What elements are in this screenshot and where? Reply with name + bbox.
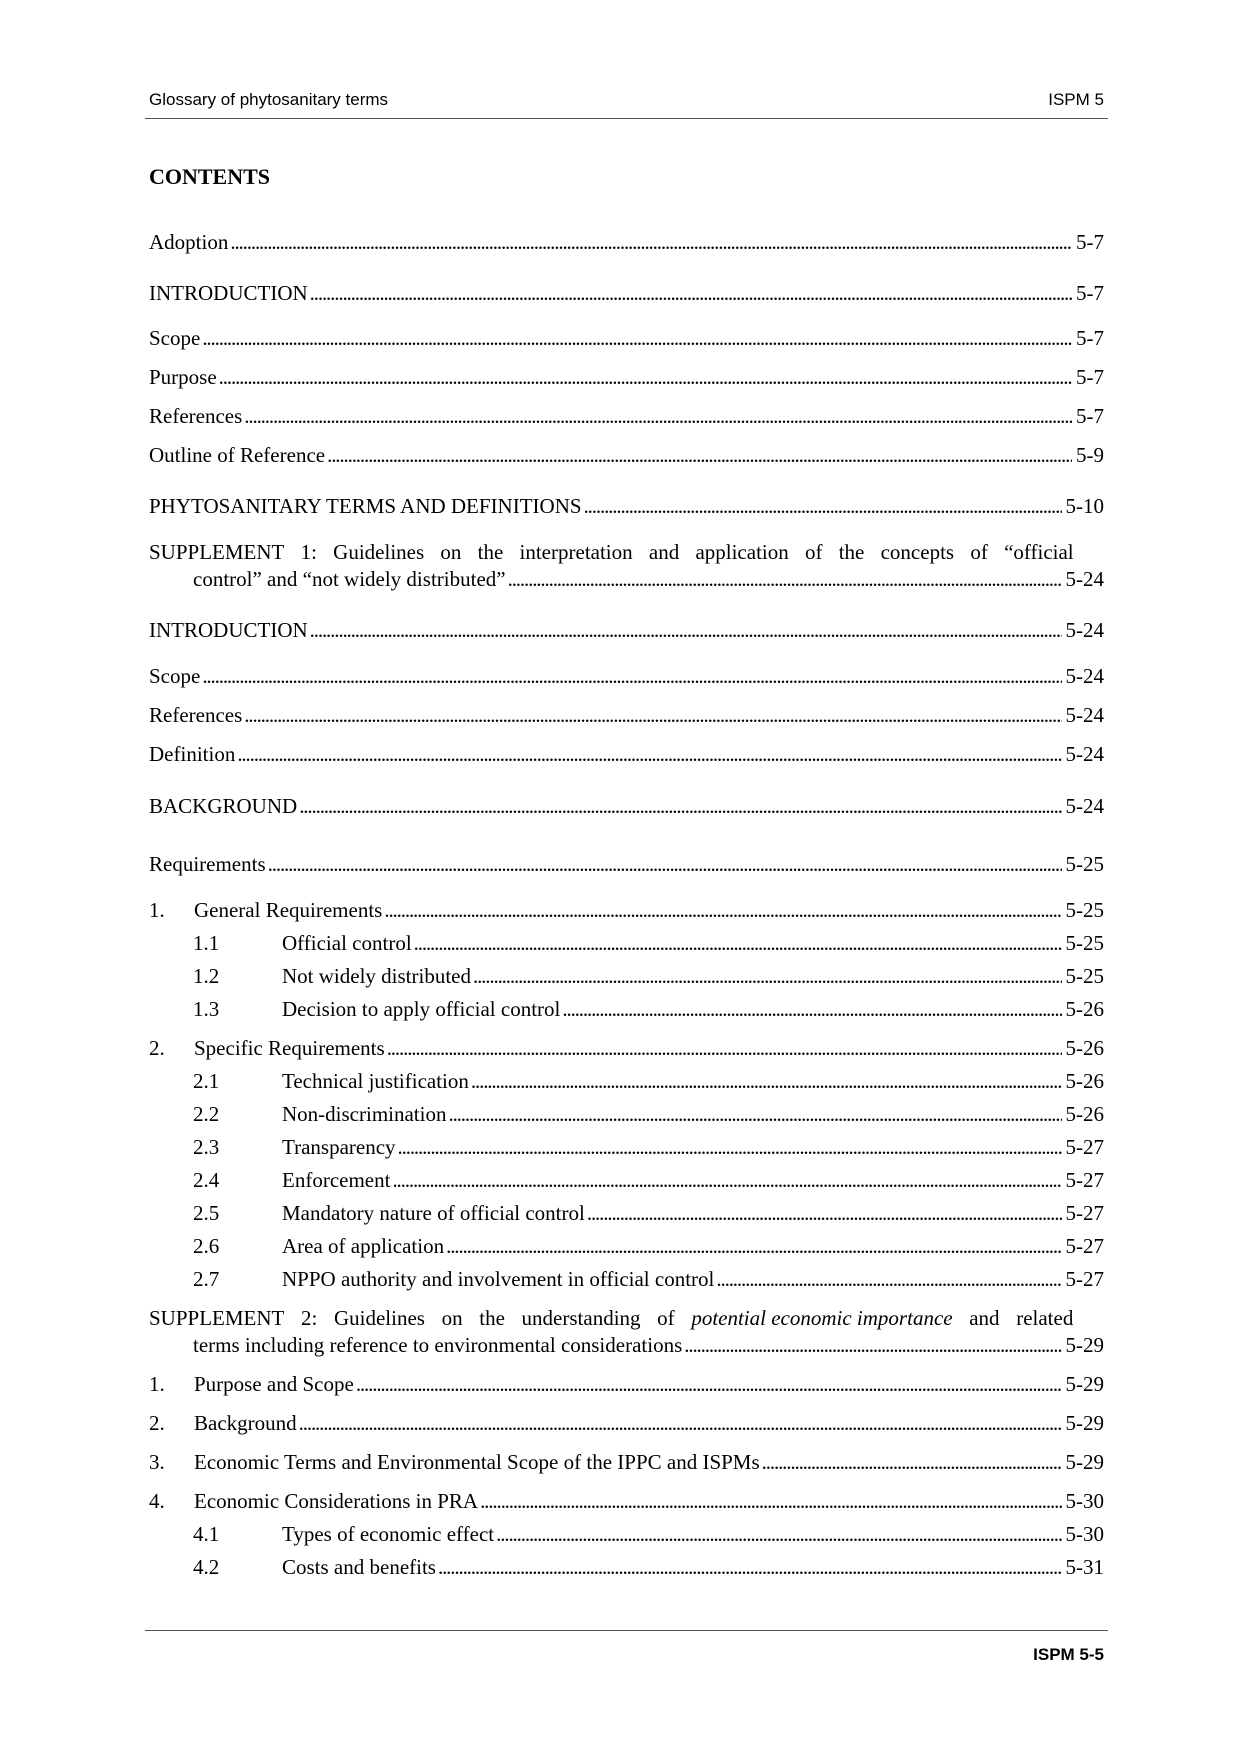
toc-entry-title: Non-discrimination <box>282 1102 447 1126</box>
toc-entry-title: Enforcement <box>282 1168 391 1192</box>
toc-entry-title: Outline of Reference <box>149 443 326 467</box>
toc-entry-title: Specific Requirements <box>194 1036 385 1060</box>
toc-entry-supplement-1-line-1[interactable] <box>149 538 1104 566</box>
word: the <box>477 540 504 564</box>
contents-heading: CONTENTS <box>149 164 271 189</box>
toc-entry-number: 2.5 <box>193 1201 220 1225</box>
toc-entry-page: 5-27 <box>1065 1201 1104 1225</box>
toc-entry-page: 5-26 <box>1065 1036 1104 1060</box>
word: 2: <box>301 1306 318 1330</box>
toc-entry-terms-and-definitions[interactable] <box>149 492 1104 520</box>
dot-leader <box>496 1520 1061 1548</box>
toc-entry-number: 2.3 <box>193 1135 220 1159</box>
toc-entry-number: 4.2 <box>193 1555 220 1579</box>
word: interpretation <box>519 540 633 564</box>
header-document-title: Glossary of phytosanitary terms <box>149 90 389 109</box>
toc-entry-title: Decision to apply official control <box>282 997 561 1021</box>
toc-entry-page: 5-27 <box>1065 1234 1104 1258</box>
dot-leader <box>202 662 1061 690</box>
toc-entry-specific-requirements[interactable] <box>149 1034 1104 1062</box>
toc-entry-title: General Requirements <box>194 898 383 922</box>
toc-entry-title: Purpose <box>149 365 217 389</box>
toc-entry-title: NPPO authority and involvement in official control <box>282 1267 715 1291</box>
toc-entry-number: 3. <box>149 1450 165 1474</box>
toc-entry-number: 2. <box>149 1411 165 1435</box>
dot-leader <box>244 402 1072 430</box>
dot-leader <box>327 441 1072 469</box>
toc-entry-page: 5-29 <box>1065 1333 1104 1357</box>
word: SUPPLEMENT <box>149 540 285 564</box>
toc-entry-technical-justification[interactable] <box>193 1067 1104 1095</box>
word: the <box>838 540 865 564</box>
toc-entry-page: 5-7 <box>1076 230 1104 254</box>
toc-entry-title: Not widely distributed <box>282 964 471 988</box>
word: application <box>695 540 789 564</box>
toc-entry-official-control[interactable] <box>193 929 1104 957</box>
word: on <box>441 1306 463 1330</box>
word: and <box>969 1306 1000 1330</box>
toc-entry-title: Definition <box>149 742 236 766</box>
dot-leader <box>219 363 1072 391</box>
toc-entry-definition[interactable] <box>149 740 1104 768</box>
toc-entry-number: 2.4 <box>193 1168 220 1192</box>
dot-leader <box>237 740 1061 768</box>
toc-entry-page: 5-25 <box>1065 852 1104 876</box>
toc-entry-title: Transparency <box>282 1135 396 1159</box>
word: SUPPLEMENT <box>149 1306 285 1330</box>
word: concepts <box>880 540 955 564</box>
toc-entry-page: 5-25 <box>1065 931 1104 955</box>
toc-entry-title: PHYTOSANITARY TERMS AND DEFINITIONS <box>149 494 582 518</box>
word: of <box>804 540 823 564</box>
header-divider <box>145 118 1108 119</box>
toc-entry-page: 5-25 <box>1065 898 1104 922</box>
dot-leader <box>762 1448 1062 1476</box>
toc-entry-adoption[interactable] <box>149 228 1104 256</box>
toc-entry-title: Mandatory nature of official control <box>282 1201 585 1225</box>
word: on <box>440 540 462 564</box>
toc-entry-supplement-2-line-2[interactable] <box>193 1331 1104 1359</box>
toc-entry-title: Economic Considerations in PRA <box>194 1489 479 1513</box>
toc-entry-page: 5-27 <box>1065 1168 1104 1192</box>
dot-leader <box>716 1265 1061 1293</box>
toc-entry-number: 2.7 <box>193 1267 220 1291</box>
word: the <box>479 1306 505 1330</box>
toc-entry-supplement-1-line-2[interactable] <box>193 565 1104 593</box>
dot-leader <box>392 1166 1061 1194</box>
italic-phrase: potential economic importance <box>691 1306 953 1330</box>
toc-entry-title: Official control <box>282 931 412 955</box>
dot-leader <box>471 1067 1062 1095</box>
dot-leader <box>356 1370 1062 1398</box>
page-number: ISPM 5-5 <box>1033 1645 1104 1664</box>
dot-leader <box>387 1034 1062 1062</box>
word: and <box>648 540 680 564</box>
toc-entry-page: 5-24 <box>1065 794 1104 818</box>
toc-entry-number: 2.6 <box>193 1234 220 1258</box>
toc-entry-title: Adoption <box>149 230 229 254</box>
toc-entry-background[interactable] <box>149 792 1104 820</box>
toc-entry-page: 5-24 <box>1065 618 1104 642</box>
toc-entry-page: 5-29 <box>1065 1411 1104 1435</box>
toc-entry-title: Purpose and Scope <box>194 1372 354 1396</box>
toc-entry-page: 5-29 <box>1065 1450 1104 1474</box>
toc-entry-scope-s1[interactable] <box>149 662 1104 690</box>
dot-leader <box>448 1100 1061 1128</box>
toc-entry-page: 5-30 <box>1065 1522 1104 1546</box>
dot-leader <box>299 1409 1062 1437</box>
dot-leader <box>684 1331 1061 1359</box>
toc-entry-mandatory-nature[interactable] <box>193 1199 1104 1227</box>
toc-entry-number: 1. <box>149 898 165 922</box>
toc-entry-page: 5-27 <box>1065 1135 1104 1159</box>
toc-entry-page: 5-25 <box>1065 964 1104 988</box>
toc-entry-title: control” and “not widely distributed” <box>193 567 506 591</box>
word: understanding <box>521 1306 641 1330</box>
dot-leader <box>438 1553 1062 1581</box>
toc-entry-page: 5-31 <box>1065 1555 1104 1579</box>
dot-leader <box>310 616 1062 644</box>
dot-leader <box>384 896 1061 924</box>
toc-entry-page: 5-7 <box>1076 281 1104 305</box>
dot-leader <box>299 792 1061 820</box>
toc-entry-area-of-application[interactable] <box>193 1232 1104 1260</box>
footer-divider <box>145 1630 1108 1631</box>
word: 1: <box>300 540 317 564</box>
toc-entry-page: 5-27 <box>1065 1267 1104 1291</box>
toc-entry-page: 5-24 <box>1065 567 1104 591</box>
toc-entry-references[interactable] <box>149 402 1104 430</box>
toc-entry-economic-considerations[interactable] <box>149 1487 1104 1515</box>
toc-entry-enforcement[interactable] <box>193 1166 1104 1194</box>
toc-entry-page: 5-7 <box>1076 365 1104 389</box>
dot-leader <box>268 850 1062 878</box>
toc-entry-scope[interactable] <box>149 324 1104 352</box>
running-header <box>149 89 1104 111</box>
dot-leader <box>587 1199 1062 1227</box>
toc-entry-nppo-authority[interactable] <box>193 1265 1104 1293</box>
dot-leader <box>398 1133 1062 1161</box>
toc-entry-types-of-economic-effect[interactable] <box>193 1520 1104 1548</box>
toc-entry-title: INTRODUCTION <box>149 281 308 305</box>
toc-entry-requirements[interactable] <box>149 850 1104 878</box>
toc-entry-transparency[interactable] <box>193 1133 1104 1161</box>
toc-entry-number: 2.2 <box>193 1102 220 1126</box>
toc-entry-title: terms including reference to environmental considerations <box>193 1333 683 1357</box>
toc-entry-page: 5-24 <box>1065 742 1104 766</box>
toc-entry-number: 1. <box>149 1372 165 1396</box>
toc-entry-outline-of-reference[interactable] <box>149 441 1104 469</box>
toc-entry-number: 1.3 <box>193 997 220 1021</box>
toc-entry-page: 5-30 <box>1065 1489 1104 1513</box>
dot-leader <box>244 701 1061 729</box>
toc-entry-number: 4. <box>149 1489 165 1513</box>
toc-entry-purpose[interactable] <box>149 363 1104 391</box>
toc-entry-not-widely-distributed[interactable] <box>193 962 1104 990</box>
toc-entry-number: 1.1 <box>193 931 220 955</box>
toc-entry-title: Scope <box>149 326 201 350</box>
toc-entry-number: 4.1 <box>193 1522 220 1546</box>
dot-leader <box>446 1232 1061 1260</box>
toc-entry-title: Area of application <box>282 1234 445 1258</box>
toc-entry-introduction[interactable] <box>149 279 1104 307</box>
dot-leader <box>508 565 1062 593</box>
toc-entry-number: 2. <box>149 1036 165 1060</box>
toc-entry-title: Technical justification <box>282 1069 469 1093</box>
toc-entry-introduction-s1[interactable] <box>149 616 1104 644</box>
toc-entry-number: 1.2 <box>193 964 220 988</box>
toc-entry-title: BACKGROUND <box>149 794 298 818</box>
dot-leader <box>202 324 1072 352</box>
toc-entry-page: 5-10 <box>1065 494 1104 518</box>
toc-entry-costs-and-benefits[interactable] <box>193 1553 1104 1581</box>
toc-entry-page: 5-7 <box>1076 326 1104 350</box>
word: of <box>970 540 988 564</box>
toc-entry-page: 5-24 <box>1065 703 1104 727</box>
toc-entry-title: Scope <box>149 664 201 688</box>
toc-entry-decision-official-control[interactable] <box>193 995 1104 1023</box>
toc-entry-title: Economic Terms and Environmental Scope of the IPPC and ISPMs <box>194 1450 760 1474</box>
word: Guidelines <box>333 540 425 564</box>
dot-leader <box>310 279 1072 307</box>
toc-entry-number: 2.1 <box>193 1069 220 1093</box>
toc-entry-title: Costs and benefits <box>282 1555 436 1579</box>
toc-entry-background-s2[interactable] <box>149 1409 1104 1437</box>
dot-leader <box>414 929 1062 957</box>
word: “official <box>1004 540 1074 564</box>
toc-entry-page: 5-26 <box>1065 1102 1104 1126</box>
toc-entry-title: References <box>149 404 243 428</box>
toc-entry-title: Requirements <box>149 852 266 876</box>
toc-entry-title: INTRODUCTION <box>149 618 308 642</box>
toc-entry-purpose-and-scope[interactable] <box>149 1370 1104 1398</box>
toc-entry-page: 5-7 <box>1076 404 1104 428</box>
toc-entry-economic-terms[interactable] <box>149 1448 1104 1476</box>
dot-leader <box>230 228 1072 256</box>
dot-leader <box>562 995 1061 1023</box>
dot-leader <box>584 492 1062 520</box>
word: related <box>1016 1306 1074 1330</box>
dot-leader <box>480 1487 1061 1515</box>
toc-entry-general-requirements[interactable] <box>149 896 1104 924</box>
dot-leader <box>473 962 1062 990</box>
toc-entry-page: 5-24 <box>1065 664 1104 688</box>
toc-entry-title: References <box>149 703 243 727</box>
word: of <box>657 1306 675 1330</box>
toc-entry-page: 5-26 <box>1065 997 1104 1021</box>
toc-entry-page: 5-29 <box>1065 1372 1104 1396</box>
header-standard-id: ISPM 5 <box>1048 90 1104 109</box>
toc-entry-title: Background <box>194 1411 297 1435</box>
toc-entry-page: 5-26 <box>1065 1069 1104 1093</box>
toc-entry-references-s1[interactable] <box>149 701 1104 729</box>
toc-entry-title: Types of economic effect <box>282 1522 495 1546</box>
word: Guidelines <box>333 1306 425 1330</box>
toc-entry-supplement-2-line-1[interactable] <box>149 1304 1104 1332</box>
toc-entry-non-discrimination[interactable] <box>193 1100 1104 1128</box>
toc-entry-page: 5-9 <box>1076 443 1104 467</box>
